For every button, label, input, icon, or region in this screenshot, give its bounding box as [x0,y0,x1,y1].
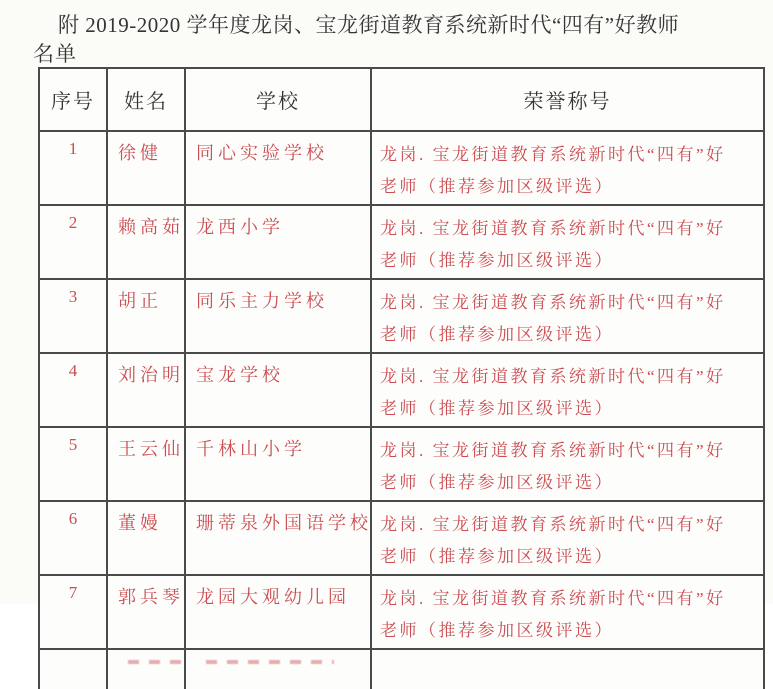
honor-line2: 老师（推荐参加区级评选） [380,621,614,640]
cutoff-glyph-tops [206,660,334,664]
cell-school: 千林山小学 [185,427,371,501]
cell-honor [371,205,764,279]
cell-honor [371,353,764,427]
cell-no: 3 [39,279,107,353]
cell-honor [371,501,764,575]
partial-cutoff-row [39,649,764,689]
cell-name: 郭兵琴 [107,575,185,649]
cell-no [39,649,107,689]
honor-line2: 老师（推荐参加区级评选） [380,251,614,270]
cell-school: 龙西小学 [185,205,371,279]
table-row [39,131,764,205]
honor-line1: 龙岗. 宝龙街道教育系统新时代“四有”好 [380,515,726,534]
honor-line1: 龙岗. 宝龙街道教育系统新时代“四有”好 [380,145,726,164]
col-header-name: 姓名 [107,68,185,131]
cell-no: 4 [39,353,107,427]
col-header-school: 学校 [185,68,371,131]
cell-name: 董嫚 [107,501,185,575]
awards-table [38,67,765,689]
cell-no: 5 [39,427,107,501]
cell-school [185,649,371,689]
attachment-title-line2: 名单 [33,42,77,66]
honor-line2: 老师（推荐参加区级评选） [380,399,614,418]
honor-line1: 龙岗. 宝龙街道教育系统新时代“四有”好 [380,367,726,386]
cell-no: 1 [39,131,107,205]
honor-line2: 老师（推荐参加区级评选） [380,177,614,196]
honor-line2: 老师（推荐参加区级评选） [380,473,614,492]
table-row [39,279,764,353]
cell-name: 王云仙 [107,427,185,501]
cell-school: 宝龙学校 [185,353,371,427]
cell-no: 2 [39,205,107,279]
cell-school: 同心实验学校 [185,131,371,205]
table-row [39,575,764,649]
cell-no: 6 [39,501,107,575]
col-header-no: 序号 [39,68,107,131]
honor-line1: 龙岗. 宝龙街道教育系统新时代“四有”好 [380,441,726,460]
honor-line1: 龙岗. 宝龙街道教育系统新时代“四有”好 [380,219,726,238]
cell-name: 徐健 [107,131,185,205]
cell-no: 7 [39,575,107,649]
cell-school: 龙园大观幼儿园 [185,575,371,649]
cell-name: 刘治明 [107,353,185,427]
attachment-title-line1: 附 2019-2020 学年度龙岗、宝龙街道教育系统新时代“四有”好教师 [58,13,680,37]
cutoff-glyph-tops [128,660,184,664]
cell-honor [371,279,764,353]
table-row [39,205,764,279]
honor-line1: 龙岗. 宝龙街道教育系统新时代“四有”好 [380,589,726,608]
cell-name [107,649,185,689]
table-row [39,353,764,427]
col-header-honor: 荣誉称号 [371,68,764,131]
cell-name: 胡正 [107,279,185,353]
honor-line1: 龙岗. 宝龙街道教育系统新时代“四有”好 [380,293,726,312]
table-header-row [39,68,764,131]
cell-school: 同乐主力学校 [185,279,371,353]
honor-line2: 老师（推荐参加区级评选） [380,547,614,566]
cell-honor [371,427,764,501]
table-row [39,427,764,501]
cell-honor [371,649,764,689]
cell-name: 赖高茹 [107,205,185,279]
cell-school: 珊蒂泉外国语学校 [185,501,371,575]
table-row [39,501,764,575]
cell-honor [371,131,764,205]
honor-line2: 老师（推荐参加区级评选） [380,325,614,344]
cell-honor [371,575,764,649]
